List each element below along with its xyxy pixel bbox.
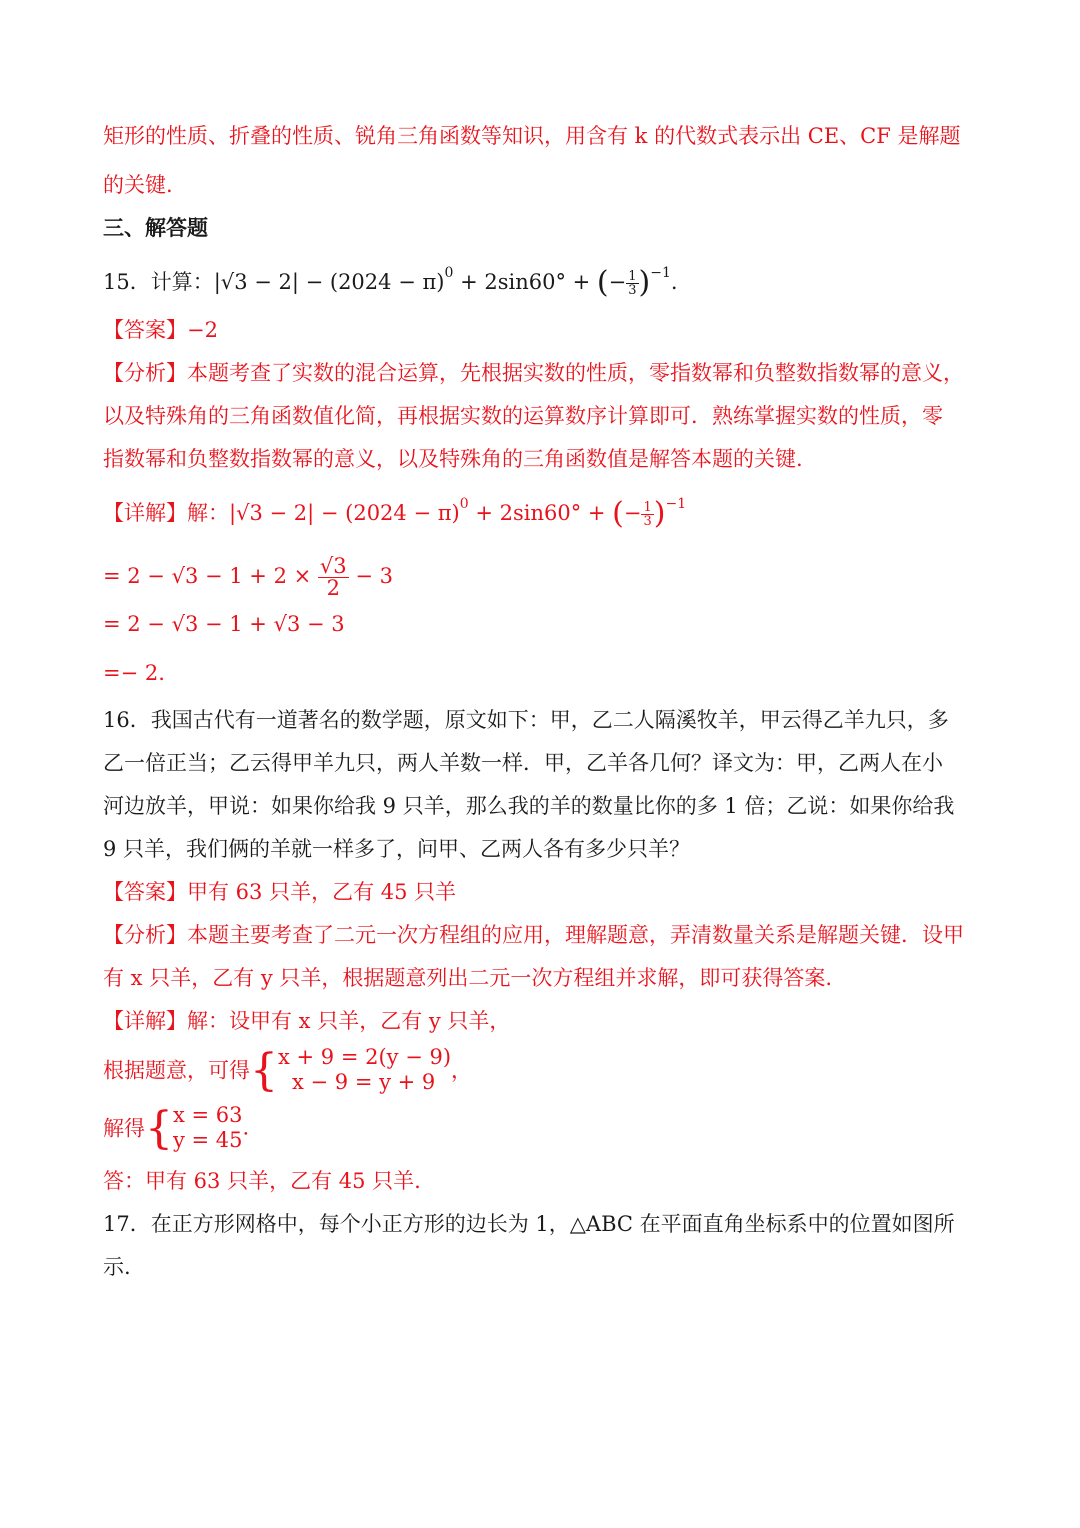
section-title: 三、解答题 (103, 215, 208, 240)
fraction-denominator: 2 (326, 576, 340, 600)
fraction-numerator: √3 (319, 554, 347, 578)
detail-intro: 解：设甲有 x 只羊，乙有 y 只羊， (187, 1009, 511, 1033)
question-15: 15．计算：$|√3 - 2| - (2024 - \pi)^0 + 2\sin 60^\circ$ + (− $\frac{1}{3}$ )$^{-1}$. (103, 265, 678, 300)
answer-value: −2 (187, 318, 218, 342)
equation: x + 9 = 2(y − 9) (278, 1045, 452, 1070)
solve-prefix: 解得 (103, 1116, 145, 1141)
analysis-line: 有 x 只羊，乙有 y 只羊，根据题意列出二元一次方程组并求解，即可获得答案. (103, 966, 833, 990)
expression-part: |√3 − 2| − (2024 − π) (229, 501, 460, 525)
punctuation: . (242, 1115, 250, 1140)
solution: x = 63 (173, 1103, 243, 1128)
exponent: −1 (665, 496, 687, 512)
text-line: 的关键. (103, 173, 173, 197)
problem-line: 示. (103, 1255, 131, 1279)
system-prefix: 根据题意，可得 (103, 1058, 250, 1083)
detail-15: 【详解】解：$|√3 - 2| - (2024 - \pi)^0 + 2\sin 60^\circ$ + (− $\frac{1}{3}$ )$^{-1}$ (103, 496, 687, 531)
analysis-line (103, 919, 964, 949)
detail-intro: 解： (187, 501, 229, 525)
detail-16 (103, 1005, 510, 1035)
answer-label: 【答案】 (103, 318, 187, 342)
analysis-text: 本题主要考查了二元一次方程组的应用，理解题意，弄清数量关系是解题关键．设甲 (187, 923, 964, 947)
exponent: 0 (444, 265, 454, 281)
exponent: 0 (459, 496, 469, 512)
exponent: −1 (650, 265, 671, 281)
text-line: 矩形的性质、折叠的性质、锐角三角函数等知识，用含有 k 的代数式表示出 CE、CF 是解题 (103, 124, 961, 148)
analysis-label: 【分析】 (103, 923, 187, 947)
period: . (670, 270, 678, 294)
punctuation: ， (451, 1058, 473, 1083)
step-2: = 2 − √3 − 1 + √3 − 3 (103, 612, 345, 636)
equation: x − 9 = y + 9 (292, 1069, 436, 1094)
detail-label: 【详解】 (103, 1009, 187, 1033)
expression-part: |√3 − 2| − (2024 − π) (213, 270, 445, 294)
answer-16 (103, 876, 456, 906)
equation-system: 根据题意，可得{ x + 9 = 2(y − 9) x − 9 = y + 9 ， (103, 1045, 473, 1096)
expression-part: + 2sin60° + (468, 501, 613, 525)
step-1 (103, 556, 393, 599)
analysis-line (103, 357, 964, 387)
answer-label: 【答案】 (103, 880, 187, 904)
step-text: = 2 − √3 − 1 + 2 × (103, 564, 312, 588)
step-3: =− 2. (103, 661, 165, 685)
problem-line: 16．我国古代有一道著名的数学题，原文如下：甲，乙二人隔溪牧羊，甲云得乙羊九只，多 (103, 708, 949, 732)
solution: y = 45 (173, 1127, 243, 1152)
analysis-label: 【分析】 (103, 361, 187, 385)
analysis-line: 以及特殊角的三角函数值化简，再根据实数的运算数序计算即可．熟练掌握实数的性质，零 (103, 404, 943, 428)
solution-system: 解得{ x = 63 y = 45 . (103, 1103, 250, 1154)
question-prefix: 15．计算： (103, 270, 214, 294)
detail-label: 【详解】 (103, 501, 187, 525)
problem-line: 河边放羊，甲说：如果你给我 9 只羊，那么我的羊的数量比你的多 1 倍；乙说：如果你给我 (103, 794, 955, 818)
analysis-text: 本题考查了实数的混合运算，先根据实数的性质，零指数幂和负整数指数幂的意义， (187, 361, 964, 385)
problem-line: 乙一倍正当；乙云得甲羊九只，两人羊数一样．甲，乙羊各几何？译文为：甲，乙两人在小 (103, 751, 943, 775)
problem-line: 9 只羊，我们俩的羊就一样多了，问甲、乙两人各有多少只羊？ (103, 837, 691, 861)
answer-15 (103, 314, 218, 344)
step-text: − 3 (355, 564, 393, 588)
analysis-line: 指数幂和负整数指数幂的意义，以及特殊角的三角函数值是解答本题的关键. (103, 447, 803, 471)
answer-value: 甲有 63 只羊，乙有 45 只羊 (187, 880, 457, 904)
problem-line: 17．在正方形网格中，每个小正方形的边长为 1，△ABC 在平面直角坐标系中的位置如图所 (103, 1212, 955, 1236)
expression-part: + 2sin60° + (453, 270, 597, 294)
final-answer-16: 答：甲有 63 只羊，乙有 45 只羊. (103, 1169, 421, 1193)
